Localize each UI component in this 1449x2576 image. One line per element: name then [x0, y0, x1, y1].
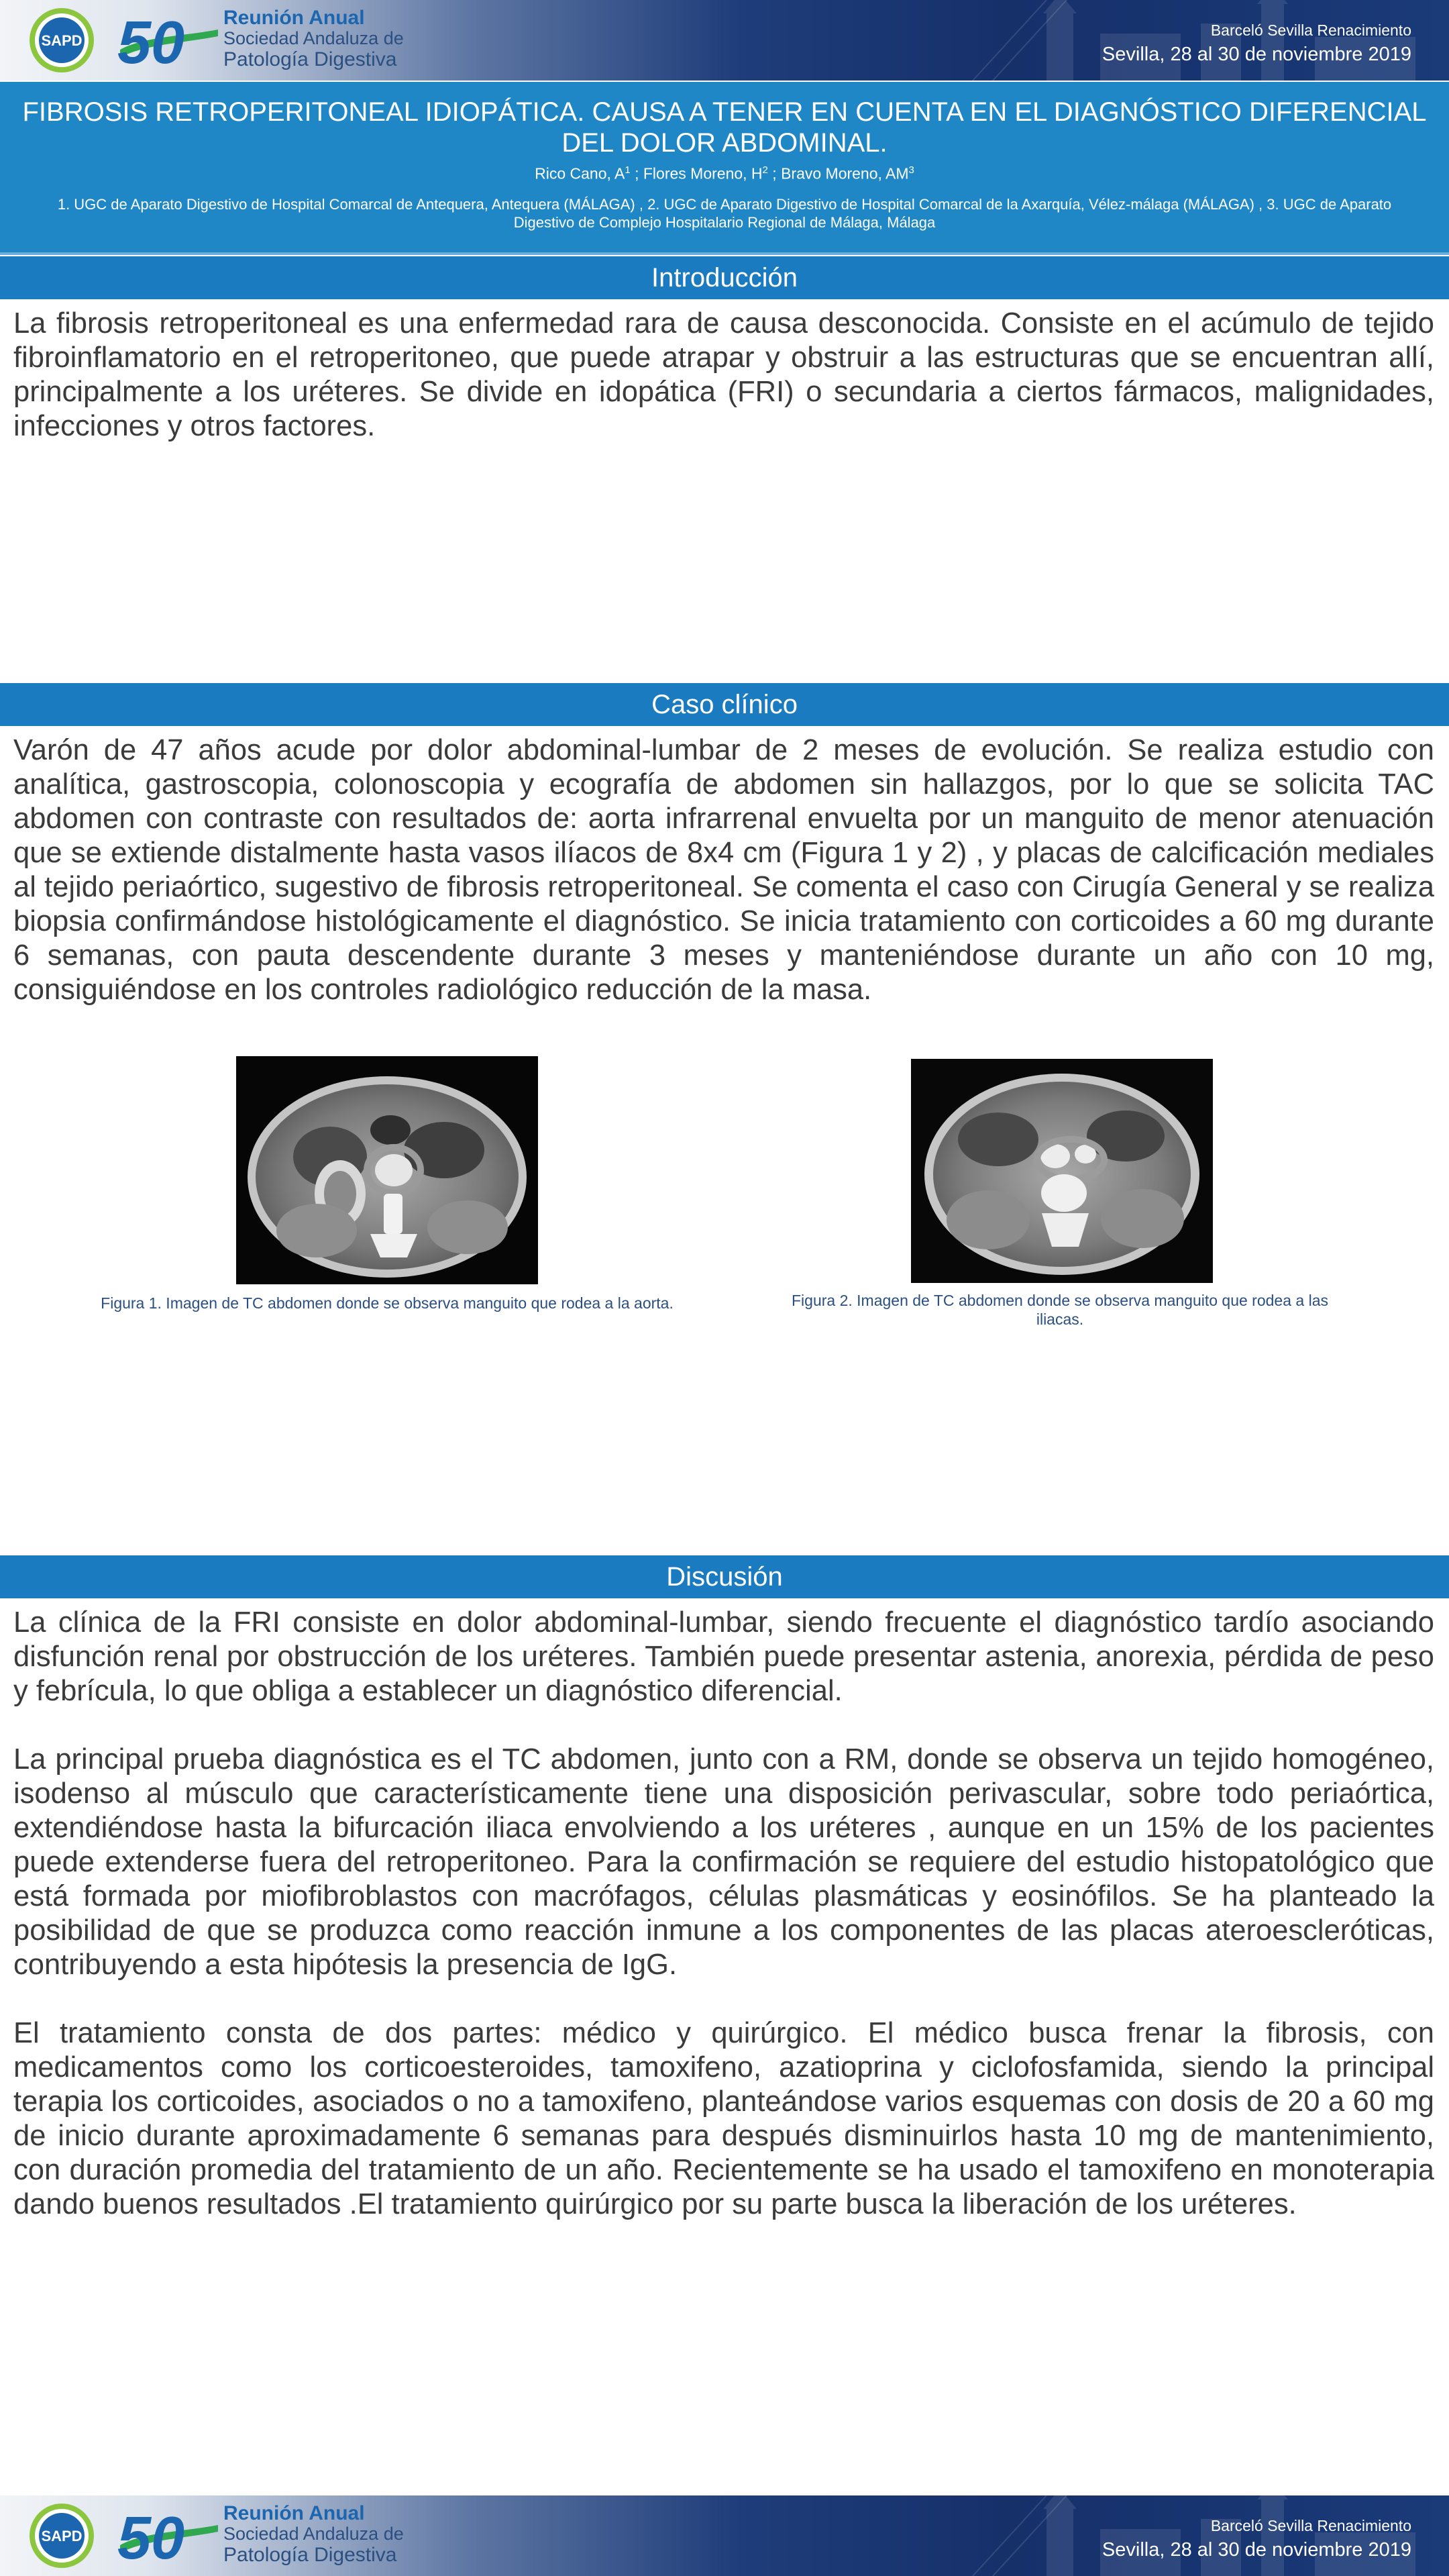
author-affiliation-number: 3 — [908, 164, 914, 176]
discussion-paragraph: El tratamiento consta de dos partes: médico y quirúrgico. El médico busca frenar la fibrosis, con medicamentos como los corticoesteroides, tamoxifeno, azatioprina y ciclofosfamida, siendo la principal terapia los corticoides, asociados o no a tamoxifeno, planteándose varios esquemas con dosis de 20 a 60 mg de inicio durante aproximadamente 6 semanas para después disminuirlos hasta 10 mg de mantenimiento, con duración promedia del tratamiento de un año. Recientemente se ha usado el tamoxifeno en monoterapia dando buenos resultados .El tratamiento quirúrgico por su parte busca la liberación de los uréteres. — [13, 2017, 1434, 2220]
svg-text:50: 50 — [117, 9, 185, 71]
sapd-seal-logo — [28, 2502, 95, 2569]
sapd-seal-logo — [28, 7, 95, 74]
author-name: Bravo Moreno, AM — [781, 164, 909, 183]
society-line-3: Patología Digestiva — [223, 2544, 397, 2566]
fifty-anniversary-logo — [117, 9, 225, 71]
venue-name: Barceló Sevilla Renacimiento — [1210, 21, 1411, 39]
svg-text:SAPD: SAPD — [41, 2528, 83, 2544]
poster-title: FIBROSIS RETROPERITONEAL IDIOPÁTICA. CAUSA A TENER EN CUENTA EN EL DIAGNÓSTICO DIFERENCIAL DEL DOLOR ABDOMINAL. — [22, 97, 1427, 158]
author-affiliation-number: 2 — [762, 164, 768, 176]
venue-name: Barceló Sevilla Renacimiento — [1210, 2517, 1411, 2534]
venue-info — [1102, 21, 1411, 66]
venue-dates: Sevilla, 28 al 30 de noviembre 2019 — [1102, 44, 1411, 65]
venue-info — [1102, 2517, 1411, 2561]
header-banner — [0, 0, 1449, 81]
ct-scan-image — [236, 1056, 538, 1284]
society-line-2: Sociedad Andaluza de — [223, 2524, 404, 2544]
divider — [0, 252, 1449, 255]
footer-banner — [0, 2495, 1449, 2576]
society-name — [223, 8, 404, 70]
author-name: Flores Moreno, H — [643, 164, 763, 183]
figure-1-caption: Figura 1. Imagen de TC abdomen donde se observa manguito que rodea a la aorta. — [101, 1294, 674, 1312]
society-line-3: Patología Digestiva — [223, 48, 397, 70]
figure-2-ct-image — [911, 1059, 1213, 1283]
author-separator: ; — [767, 164, 782, 183]
title-band — [0, 82, 1449, 252]
author-separator: ; — [630, 164, 643, 183]
svg-text:50: 50 — [117, 2505, 185, 2567]
intro-paragraph: La fibrosis retroperitoneal es una enfermedad rara de causa desconocida. Consiste en el acúmulo de tejido fibroinflamatorio en el retroperitoneo, que puede atrapar y obstruir a las estructuras que se encuentran allí, principalmente a los uréteres. Se divide en idopática (FRI) o secundaria a ciertos fármacos, malignidades, infecciones y otros factores. — [13, 307, 1434, 442]
author-name: Rico Cano, A — [535, 164, 625, 183]
society-line-2: Sociedad Andaluza de — [223, 28, 404, 48]
affiliations: 1. UGC de Aparato Digestivo de Hospital Comarcal de Antequera, Antequera (MÁLAGA) , 2. UGC de Aparato Digestivo de Hospital Comarcal de la Axarquía, Vélez-málaga (MÁLAGA) , 3. UGC de Aparato Digestivo de Complejo Hospitalario Regional de Málaga, Málaga — [57, 195, 1392, 231]
figure-2-caption: Figura 2. Imagen de TC abdomen donde se observa manguito que rodea a las iliacas. — [792, 1292, 1328, 1328]
section-heading-caso-clinico: Caso clínico — [0, 683, 1449, 726]
discussion-paragraph: La clínica de la FRI consiste en dolor abdominal-lumbar, siendo frecuente el diagnóstico tardío asociando disfunción renal por obstrucción de los uréteres. También puede presentar astenia, anorexia, pérdida de peso y febrícula, lo que obliga a establecer un diagnóstico diferencial. — [13, 1606, 1434, 1707]
society-line-1: Reunión Anual — [223, 2502, 365, 2524]
svg-text:SAPD: SAPD — [41, 32, 83, 49]
fifty-anniversary-logo — [117, 2505, 225, 2567]
discussion-paragraph: La principal prueba diagnóstica es el TC abdomen, junto con a RM, donde se observa un tejido homogéneo, isodenso al músculo que característicamente tiene una disposición perivascular, sobre todo periaórtica, extendiéndose hasta la bifurcación iliaca envolviendo a los uréteres , aunque en un 15% de los pacientes puede extenderse fuera del retroperitoneo. Para la confirmación se requiere del estudio histopatológico que está formada por miofibroblastos con macrófagos, células plasmáticas y eosinófilos. Se ha planteado la posibilidad de que se produzca como reacción inmune a los componentes de las placas ateroescleróticas, contribuyendo a esta hipótesis la presencia de IgG. — [13, 1743, 1434, 1981]
case-paragraph: Varón de 47 años acude por dolor abdominal-lumbar de 2 meses de evolución. Se realiza estudio con analítica, gastroscopia, colonoscopia y ecografía de abdomen sin hallazgos, por lo que se solicita TAC abdomen con contraste con resultados de: aorta infrarrenal envuelta por un manguito de menor atenuación que se extiende distalmente hasta vasos ilíacos de 8x4 cm (Figura 1 y 2) , y placas de calcificación mediales al tejido periaórtico, sugestivo de fibrosis retroperitoneal. Se comenta el caso con Cirugía General y se realiza biopsia confirmándose histológicamente el diagnóstico. Se inicia tratamiento con corticoides a 60 mg durante 6 semanas, con pauta descendente durante 3 meses y manteniéndose durante un año con 10 mg, consiguiéndose en los controles radiológico reducción de la masa. — [13, 734, 1434, 1006]
authors-line — [0, 161, 1449, 183]
figure-1-ct-image — [236, 1056, 538, 1284]
section-heading-introduccion: Introducción — [0, 256, 1449, 299]
society-line-1: Reunión Anual — [223, 7, 365, 29]
venue-dates: Sevilla, 28 al 30 de noviembre 2019 — [1102, 2539, 1411, 2561]
section-heading-discusion: Discusión — [0, 1555, 1449, 1598]
society-name — [223, 2504, 404, 2565]
ct-scan-image — [911, 1059, 1213, 1283]
author-affiliation-number: 1 — [625, 164, 631, 176]
